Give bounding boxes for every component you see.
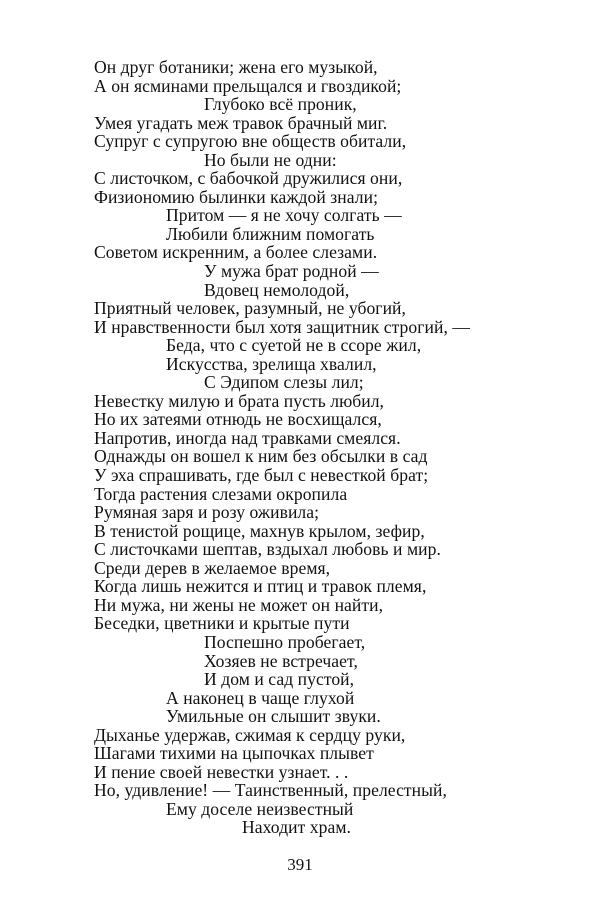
poem-line: Беседки, цветники и крытые пути [94, 613, 350, 634]
poem-line: Физиономию былинки каждой знали; [94, 186, 379, 207]
poem-line: Но их затеями отнюдь не восхищался, [94, 409, 382, 430]
poem-line: Напротив, иногда над травками смеялся. [94, 427, 401, 448]
poem-line: Хозяев не встречает, [204, 650, 358, 671]
poem-line: Когда лишь нежится и птиц и травок племя, [94, 576, 427, 597]
poem-line: Приятный человек, разумный, не убогий, [94, 298, 406, 319]
poem-line: Он друг ботаники; жена его музыкой, [94, 57, 378, 77]
poem-line: Супруг с супругою вне обществ обитали, [94, 131, 407, 152]
poem-line: Румяная заря и розу оживила; [94, 502, 320, 523]
poem-line: Ни мужа, ни жены не может он найти, [94, 594, 384, 615]
poem-line: С Эдипом слезы лил; [204, 372, 364, 393]
poem-line: С листочком, с бабочкой дружилися они, [94, 168, 403, 189]
poem-line: Искусства, зрелища хвалил, [166, 353, 377, 374]
poem-line: У эха спрашивать, где был с невесткой брат; [94, 465, 429, 486]
poem-text [94, 58, 574, 837]
poem-line: Ему доселе неизвестный [166, 798, 354, 819]
poem-line: И дом и сад пустой, [204, 669, 355, 690]
poem-line: Притом — я не хочу солгать — [166, 205, 402, 226]
page-number: 391 [287, 855, 313, 874]
poem-line: Беда, что с суетой не в ссоре жил, [166, 335, 422, 356]
poem-line: В тенистой рощице, махнув крылом, зефир, [94, 520, 425, 541]
poem-line: А он ясминами прельщался и гвоздикой; [94, 75, 402, 96]
poem-line: Поспешно пробегает, [204, 631, 366, 652]
poem-line: И пение своей невестки узнает. . . [94, 761, 349, 782]
poem-line: Однажды он вошел к ним без обсылки в сад [94, 446, 428, 467]
poem-line: У мужа брат родной — [204, 261, 379, 282]
poem-line: Дыханье удержав, сжимая к сердцу руки, [94, 724, 406, 745]
poem-line: Но, удивление! — Таинственный, прелестный, [94, 780, 447, 801]
poem-line: Вдовец немолодой, [204, 279, 350, 300]
poem-line: Умильные он слышит звуки. [166, 706, 381, 727]
poem-line: Любили ближним помогать [166, 223, 375, 244]
poem-line: Советом искренним, а более слезами. [94, 242, 378, 263]
poem-line: Невестку милую и брата пусть любил, [94, 390, 385, 411]
poem-line: Находит храм. [242, 817, 351, 838]
poem-line: Шагами тихими на цыпочках плывет [94, 743, 374, 764]
poem-line: И нравственности был хотя защитник строгий, — [94, 316, 470, 337]
poem-line: Среди дерев в желаемое время, [94, 557, 331, 578]
poem-line: Умея угадать меж травок брачный миг. [94, 112, 388, 133]
poem-line: Глубоко всё проник, [204, 94, 357, 115]
poem-line: А наконец в чаще глухой [166, 687, 355, 708]
poem-line: С листочками шептав, вздыхал любовь и мир. [94, 539, 441, 560]
poem-line: Тогда растения слезами окропила [94, 483, 348, 504]
poem-line: Но были не одни: [204, 149, 337, 170]
